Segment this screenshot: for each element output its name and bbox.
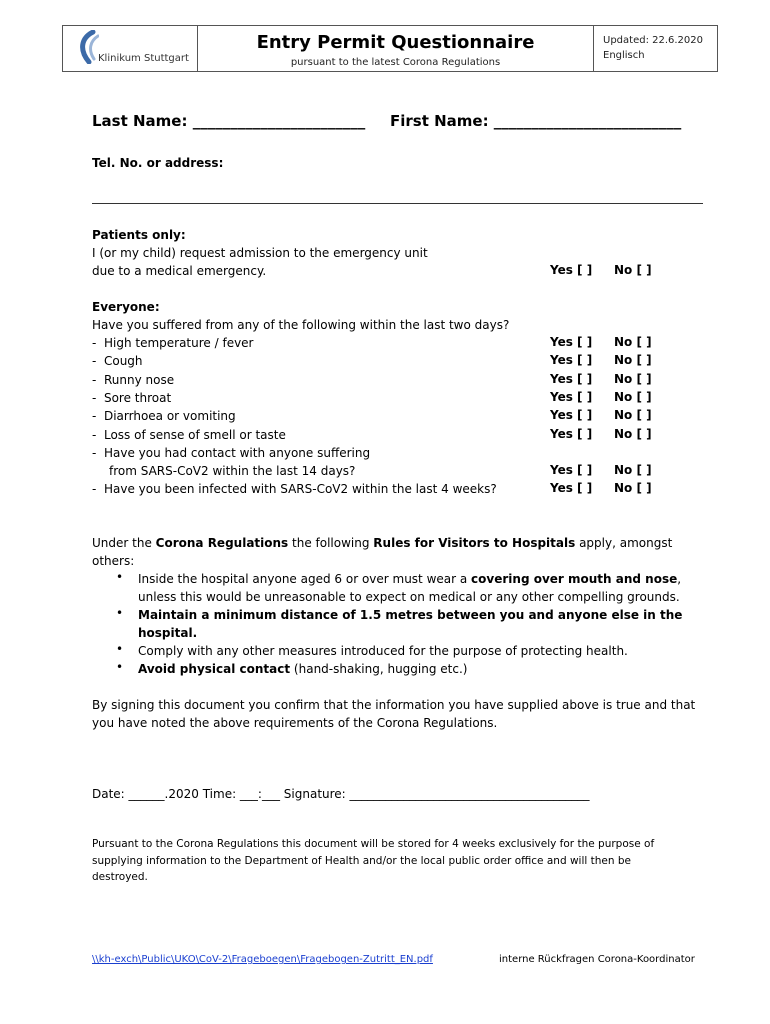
rules-intro: Under the Corona Regulations the following Rules for Visitors to Hospitals apply, amongst: [92, 536, 673, 550]
contact-yes-checkbox[interactable]: Yes [ ]: [550, 463, 593, 477]
symptom-row: - Loss of sense of smell or taste: [92, 428, 286, 442]
contact-question-text: Have you had contact with anyone suffering: [103, 446, 371, 460]
footer-contact: interne Rückfragen Corona-Koordinator: [499, 954, 695, 965]
symptom-label: Diarrhoea or vomiting: [103, 409, 236, 423]
storage-line: destroyed.: [92, 871, 148, 883]
last-name-field[interactable]: Last Name: _______________________: [92, 112, 366, 130]
symptom-label: Loss of sense of smell or taste: [103, 428, 286, 442]
bullet-icon: •: [116, 660, 124, 674]
symptom-yes-checkbox[interactable]: Yes [ ]: [550, 335, 593, 349]
file-path-link[interactable]: \\kh-exch\Public\UKO\CoV-2\Frageboegen\Fragebogen-Zutritt_EN.pdf: [92, 954, 433, 965]
symptom-yes-checkbox[interactable]: Yes [ ]: [550, 372, 593, 386]
rules-intro-cont: others:: [92, 554, 135, 568]
rule-mask: Inside the hospital anyone aged 6 or over must wear a covering over mouth and nose,: [138, 572, 682, 586]
page-subtitle: pursuant to the latest Corona Regulations: [290, 57, 501, 68]
confirmation-text-1: By signing this document you confirm that the information you have supplied above is true and that: [92, 698, 696, 712]
date-time-signature-line[interactable]: Date: ______.2020 Time: ___:___ Signature: ________________________________________: [92, 787, 590, 801]
bullet-icon: •: [116, 570, 124, 584]
updated-date: Updated: 22.6.2020: [603, 35, 704, 46]
symptom-label: Cough: [103, 354, 143, 368]
tel-address-line[interactable]: [92, 203, 703, 204]
contact-question-line-1: - Have you had contact with anyone suffering: [92, 446, 371, 460]
symptom-yes-checkbox[interactable]: Yes [ ]: [550, 390, 593, 404]
infected-question: - Have you been infected with SARS-CoV2 within the last 4 weeks?: [92, 482, 497, 496]
logo-text: Klinikum Stuttgart: [98, 53, 189, 64]
logo-cell: [63, 26, 198, 71]
symptom-row: - Runny nose: [92, 373, 175, 387]
storage-line: supplying information to the Department of Health and/or the local public order office and will then be: [92, 854, 631, 867]
patients-no-checkbox[interactable]: No [ ]: [614, 263, 652, 277]
symptom-no-checkbox[interactable]: No [ ]: [614, 335, 652, 349]
confirmation-text-2: you have noted the above requirements of the Corona Regulations.: [92, 716, 498, 730]
symptom-row: - Diarrhoea or vomiting: [92, 409, 236, 423]
symptom-yes-checkbox[interactable]: Yes [ ]: [550, 353, 593, 367]
storage-line: Pursuant to the Corona Regulations this document will be stored for 4 weeks exclusively for the purpose of: [92, 838, 655, 850]
patients-line-1: I (or my child) request admission to the emergency unit: [92, 246, 428, 260]
symptom-yes-checkbox[interactable]: Yes [ ]: [550, 427, 593, 441]
patients-heading: Patients only:: [92, 228, 186, 242]
symptom-no-checkbox[interactable]: No [ ]: [614, 408, 652, 422]
storage-note: [92, 836, 654, 886]
symptom-label: Runny nose: [103, 373, 175, 387]
infected-no-checkbox[interactable]: No [ ]: [614, 481, 652, 495]
rule-distance-cont: hospital.: [138, 626, 198, 640]
klinikum-logo-icon: [73, 30, 99, 64]
patients-line-2: due to a medical emergency.: [92, 264, 267, 278]
first-name-field[interactable]: First Name: _________________________: [390, 112, 682, 130]
symptom-row: - Cough: [92, 354, 143, 368]
symptom-yes-checkbox[interactable]: Yes [ ]: [550, 408, 593, 422]
rule-measures: Comply with any other measures introduced for the purpose of protecting health.: [138, 644, 628, 658]
symptom-row: - Sore throat: [92, 391, 172, 405]
symptom-no-checkbox[interactable]: No [ ]: [614, 353, 652, 367]
bullet-icon: •: [116, 606, 124, 620]
everyone-heading: Everyone:: [92, 300, 160, 314]
infected-yes-checkbox[interactable]: Yes [ ]: [550, 481, 593, 495]
rule-mask-cont: unless this would be unreasonable to expect on medical or any other compelling grounds.: [138, 590, 680, 604]
contact-question-line-2: from SARS-CoV2 within the last 14 days?: [109, 464, 356, 478]
tel-label: Tel. No. or address:: [92, 156, 224, 170]
document-header: [62, 25, 718, 72]
symptom-label: High temperature / fever: [103, 336, 254, 350]
bullet-icon: •: [116, 642, 124, 656]
rule-contact: Avoid physical contact (hand-shaking, hugging etc.): [138, 662, 468, 676]
symptom-no-checkbox[interactable]: No [ ]: [614, 372, 652, 386]
meta-cell: [593, 26, 718, 71]
contact-no-checkbox[interactable]: No [ ]: [614, 463, 652, 477]
rule-distance: Maintain a minimum distance of 1.5 metres between you and anyone else in the: [138, 608, 683, 622]
symptom-no-checkbox[interactable]: No [ ]: [614, 427, 652, 441]
symptom-label: Sore throat: [103, 391, 172, 405]
language-label: Englisch: [603, 50, 645, 61]
infected-question-text: Have you been infected with SARS-CoV2 within the last 4 weeks?: [103, 482, 497, 496]
symptom-row: - High temperature / fever: [92, 336, 254, 350]
everyone-intro: Have you suffered from any of the following within the last two days?: [92, 318, 510, 332]
symptom-no-checkbox[interactable]: No [ ]: [614, 390, 652, 404]
patients-yes-checkbox[interactable]: Yes [ ]: [550, 263, 593, 277]
page-title: Entry Permit Questionnaire: [256, 32, 535, 53]
